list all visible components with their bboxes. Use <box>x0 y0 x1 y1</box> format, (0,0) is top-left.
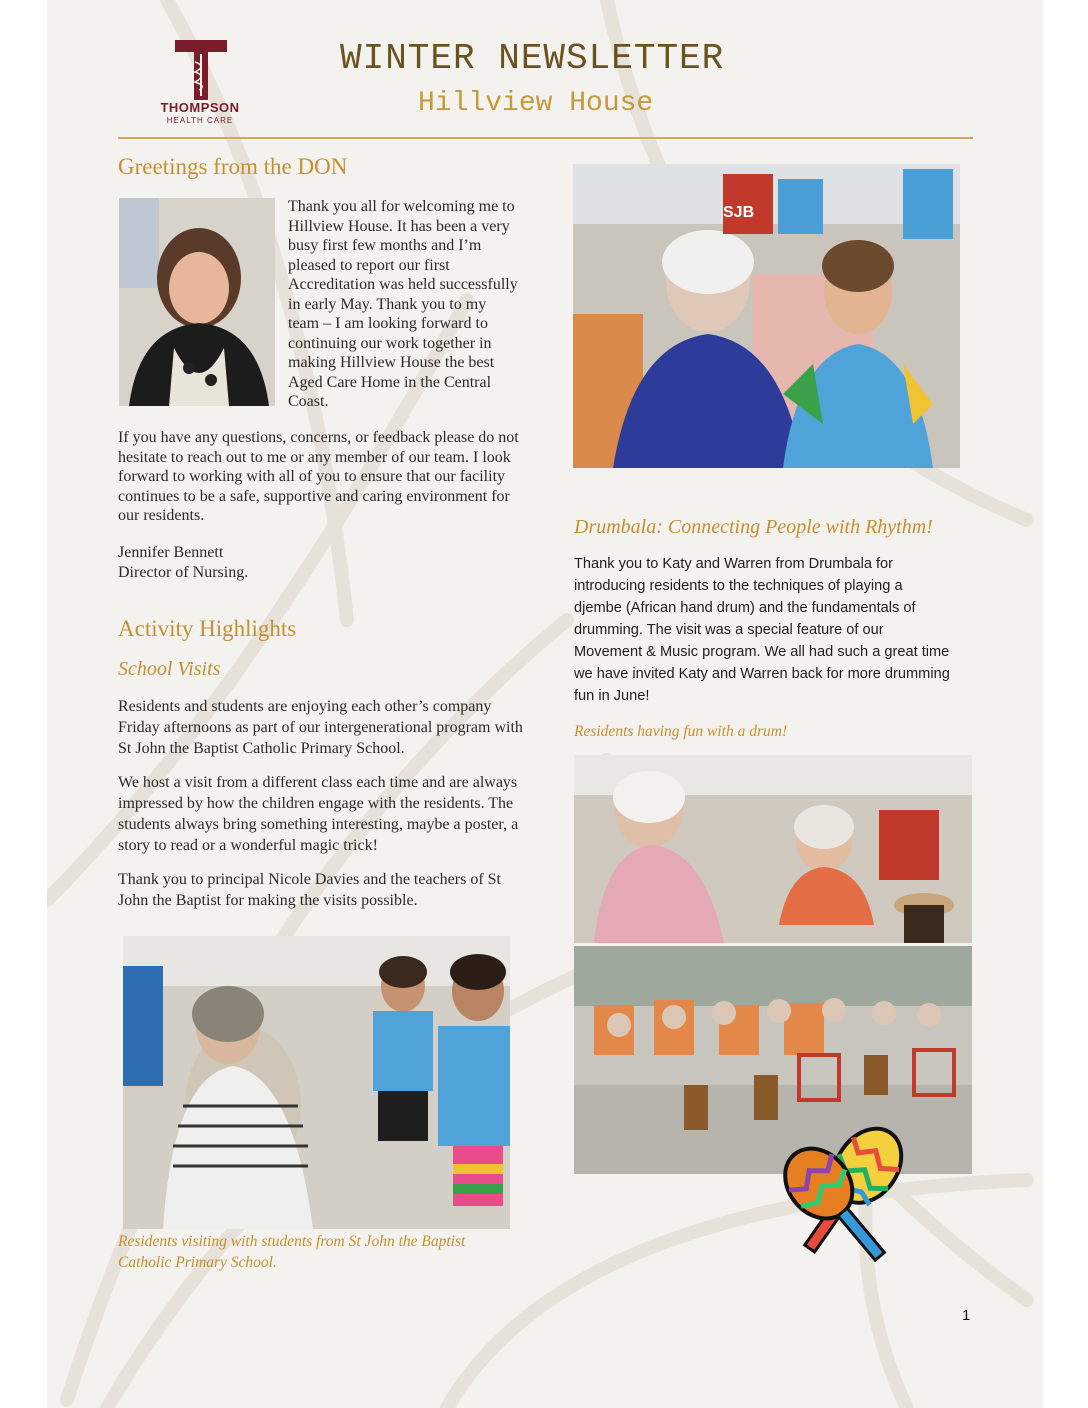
drumming-session-photo-collage <box>574 755 972 1174</box>
logo-company-name: THOMPSON <box>160 100 240 115</box>
shirt-logo-text: SJB <box>723 204 755 221</box>
residents-with-student-photo <box>573 164 960 468</box>
signature-name: Jennifer Bennett <box>118 544 224 561</box>
director-portrait-photo <box>119 198 275 406</box>
school-visits-paragraph-2: We host a visit from a different class each time and are always impressed by how the children engage with the residents. The students always bring something interesting, maybe a poster, a story to read or a wonderful magic trick! <box>118 774 519 854</box>
school-visits-paragraph-3: Thank you to principal Nicole Davies and the teachers of St John the Baptist for making the visits possible. <box>118 871 501 909</box>
school-visits-paragraph-1: Residents and students are enjoying each other’s company Friday afternoons as part of our intergenerational program with St John the Baptist Catholic Primary School. <box>118 698 523 757</box>
newsletter-subtitle: Hillview House <box>418 88 654 119</box>
newsletter-title: WINTER NEWSLETTER <box>340 38 725 79</box>
greetings-body-text: If you have any questions, concerns, or feedback please do not hesitate to reach out to me or any member of our team. I look forward to working with all of you to ensure that our facility continues to be a safe, supportive and caring environment for our residents. <box>118 429 519 524</box>
activity-highlights-heading: Activity Highlights <box>118 616 297 641</box>
header-divider <box>118 137 973 139</box>
page-number: 1 <box>962 1307 971 1324</box>
school-visit-photo-caption: Residents visiting with students from St John the Baptist Catholic Primary School. <box>118 1233 466 1271</box>
greetings-intro-text: Thank you all for welcoming me to Hillview House. It has been a very busy first few months and I’m pleased to report our first Accreditation was held successfully in early May. Thank you to my team – I am looking forward to continuing our work together in making Hillview House the best Aged Care Home in the Central Coast. <box>288 198 518 410</box>
logo-tagline: HEALTH CARE <box>166 116 234 125</box>
drumbala-photo-caption: Residents having fun with a drum! <box>574 723 788 740</box>
school-visit-photo <box>123 936 510 1229</box>
drumbala-heading: Drumbala: Connecting People with Rhythm! <box>574 516 933 538</box>
signature-title: Director of Nursing. <box>118 564 249 581</box>
maracas-illustration <box>769 1118 925 1274</box>
greetings-heading: Greetings from the DON <box>118 154 348 179</box>
school-visits-heading: School Visits <box>118 658 221 680</box>
drumbala-body-text: Thank you to Katy and Warren from Drumbala for introducing residents to the techniques of playing a djembe (African hand drum) and the fundamentals of drumming. The visit was a special feature of our Movement & Music program. We all had such a great time we have invited Katy and Warren back for more drumming fun in June! <box>574 556 950 704</box>
